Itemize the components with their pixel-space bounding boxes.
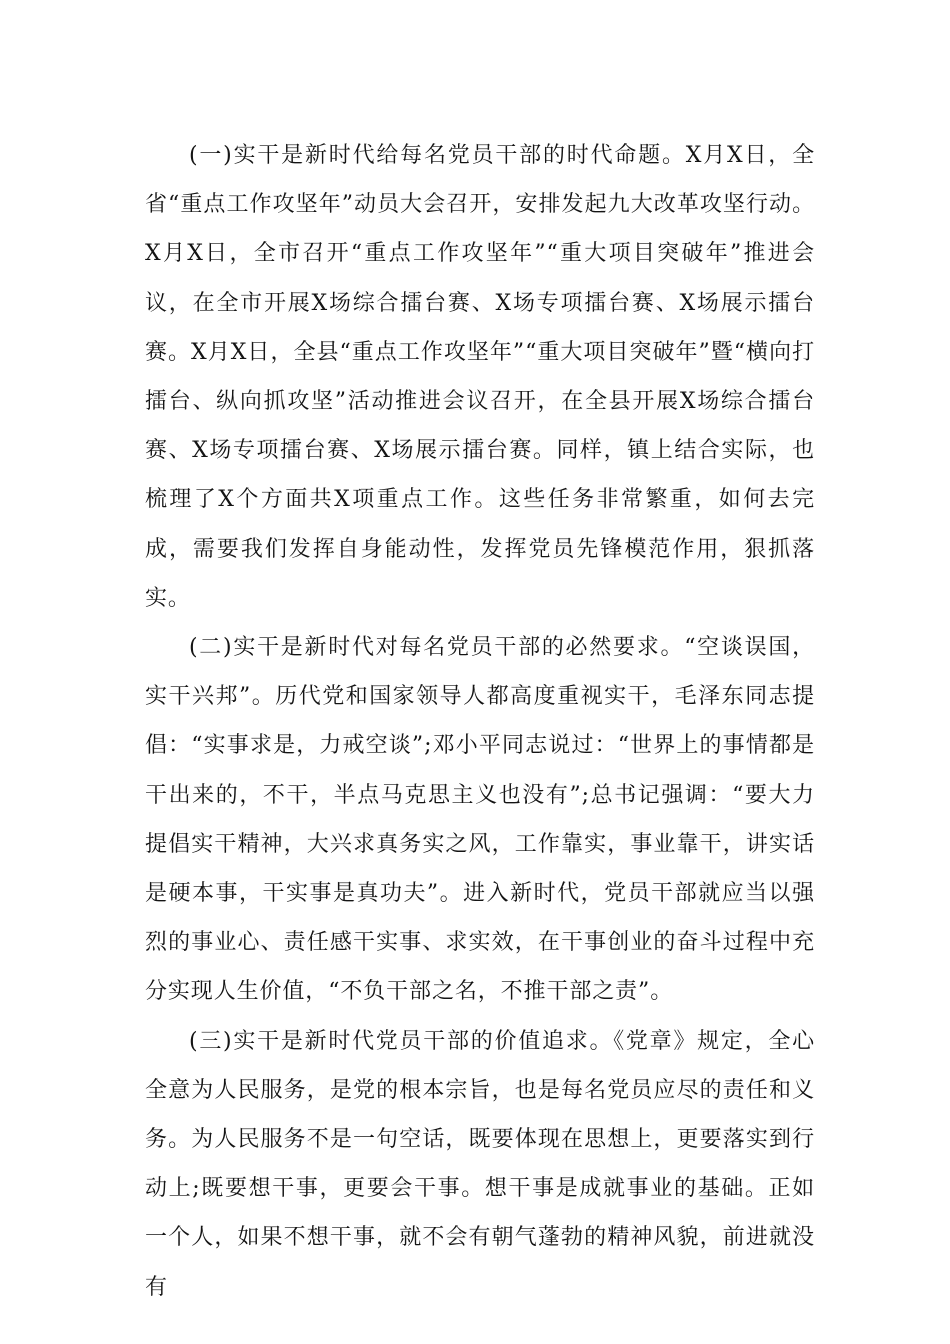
- paragraph-1: (一)实干是新时代给每名党员干部的时代命题。X月X日，全省“重点工作攻坚年”动员大会召开，安排发起九大改革攻坚行动。X月X日，全市召开“重点工作攻坚年”“重大项目突破年”推进会议，在全市开展X场综合擂台赛、X场专项擂台赛、X场展示擂台赛。X月X日，全县“重点工作攻坚年”“重大项目突破年”暨“横向打擂台、纵向抓攻坚”活动推进会议召开，在全县开展X场综合擂台赛、X场专项擂台赛、X场展示擂台赛。同样，镇上结合实际，也梳理了X个方面共X项重点工作。这些任务非常繁重，如何去完成，需要我们发挥自身能动性，发挥党员先锋模范作用，狠抓落实。: [145, 143, 815, 611]
- paragraph-2: (二)实干是新时代对每名党员干部的必然要求。“空谈误国，实干兴邦”。历代党和国家领导人都高度重视实干，毛泽东同志提倡：“实事求是，力戒空谈”;邓小平同志说过：“世界上的事情都是干出来的，不干，半点马克思主义也没有”;总书记强调：“要大力提倡实干精神，大兴求真务实之风，工作靠实，事业靠干，讲实话是硬本事，干实事是真功夫”。进入新时代，党员干部就应当以强烈的事业心、责任感干实事、求实效，在干事创业的奋斗过程中充分实现人生价值，“不负干部之名，不推干部之责”。: [145, 635, 815, 1005]
- paragraph-3: (三)实干是新时代党员干部的价值追求。《党章》规定，全心全意为人民服务，是党的根本宗旨，也是每名党员应尽的责任和义务。为人民服务不是一句空话，既要体现在思想上，更要落实到行动上;既要想干事，更要会干事。想干事是成就事业的基础。正如一个人，如果不想干事，就不会有朝气蓬勃的精神风貌，前进就没有: [145, 1028, 815, 1300]
- document-body: [145, 131, 815, 1312]
